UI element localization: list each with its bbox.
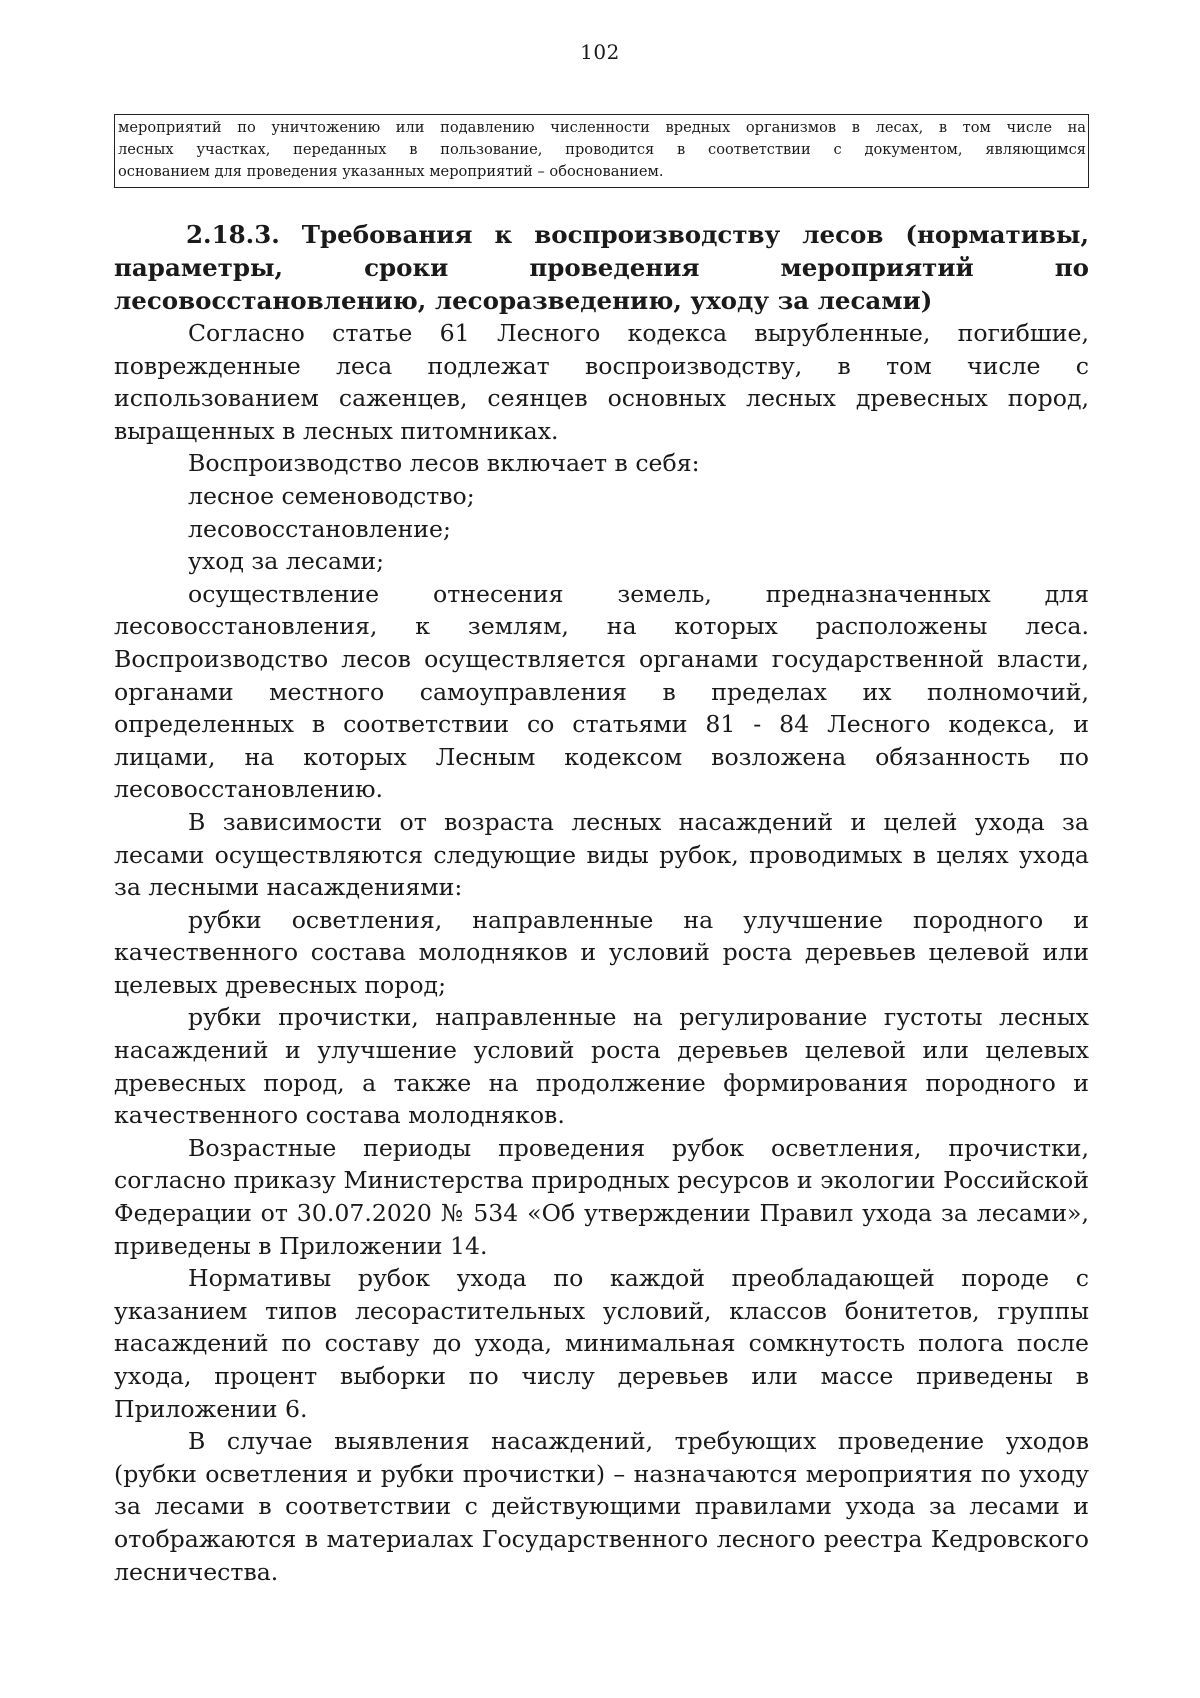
section-content <box>114 218 1089 1588</box>
list-item: рубки осветления, направленные на улучшение породного и качественного состава молодняков и условий роста деревьев целевой или целевых древесных пород; <box>114 905 1089 999</box>
table-fragment-line: основанием для проведения указанных мероприятий – обоснованием. <box>118 163 664 180</box>
paragraph: В зависимости от возраста лесных насаждений и целей ухода за лесами осуществляются следующие виды рубок, проводимых в целях ухода за лесными насаждениями: <box>114 807 1089 902</box>
table-fragment-box <box>114 114 1089 188</box>
paragraph: Нормативы рубок ухода по каждой преобладающей породе с указанием типов лесорастительных условий, классов бонитетов, группы насаждений по составу до ухода, минимальная сомкнутость полога после ухода, процент выборки по числу деревьев или массе приведены в Приложении 6. <box>114 1264 1089 1423</box>
list-item: осуществление отнесения земель, предназначенных для лесовосстановления, к землям, на которых расположены леса. Воспроизводство лесов осуществляется органами государственной власти, органами местного самоуправления в пределах их полномочий, определенных в соответствии со статьями 81 - 84 Лесного кодекса, и лицами, на которых Лесным кодексом возложена обязанность по лесовосстановлению. <box>114 579 1089 804</box>
paragraph: Воспроизводство лесов включает в себя: <box>188 449 700 478</box>
list-item: уход за лесами; <box>188 547 385 576</box>
list-item: лесовосстановление; <box>188 514 451 543</box>
paragraph: Возрастные периоды проведения рубок осветления, прочистки, согласно приказу Министерства природных ресурсов и экологии Российской Федерации от 30.07.2020 № 534 «Об утверждении Правил ухода за лесами», приведены в Приложении 14. <box>114 1133 1089 1260</box>
paragraph: Согласно статье 61 Лесного кодекса вырубленные, погибшие, поврежденные леса подлежат воспроизводству, в том числе с использованием саженцев, сеянцев основных лесных древесных пород, выращенных в лесных питомниках. <box>114 319 1089 445</box>
page-number: 102 <box>580 40 620 64</box>
table-fragment-line: мероприятий по уничтожению или подавлению численности вредных организмов в лесах, в том числе на <box>118 119 1086 136</box>
section-heading: 2.18.3. Требования к воспроизводству лесов (нормативы, параметры, сроки проведения мероприятий по лесовосстановлению, лесоразведению, уходу за лесами) <box>114 220 1089 315</box>
paragraph: В случае выявления насаждений, требующих проведение уходов (рубки осветления и рубки прочистки) – назначаются мероприятия по уходу за лесами в соответствии с действующими правилами ухода за лесами и отображаются в материалах Государственного лесного реестра Кедровского лесничества. <box>114 1427 1089 1586</box>
list-item: рубки прочистки, направленные на регулирование густоты лесных насаждений и улучшение условий роста деревьев целевой или целевых древесных пород, а также на продолжение формирования породного и качественного состава молодняков. <box>114 1003 1089 1130</box>
list-item: лесное семеноводство; <box>188 481 475 510</box>
table-fragment-line: лесных участках, переданных в пользование, проводится в соответствии с документом, являющимся <box>118 141 1086 158</box>
